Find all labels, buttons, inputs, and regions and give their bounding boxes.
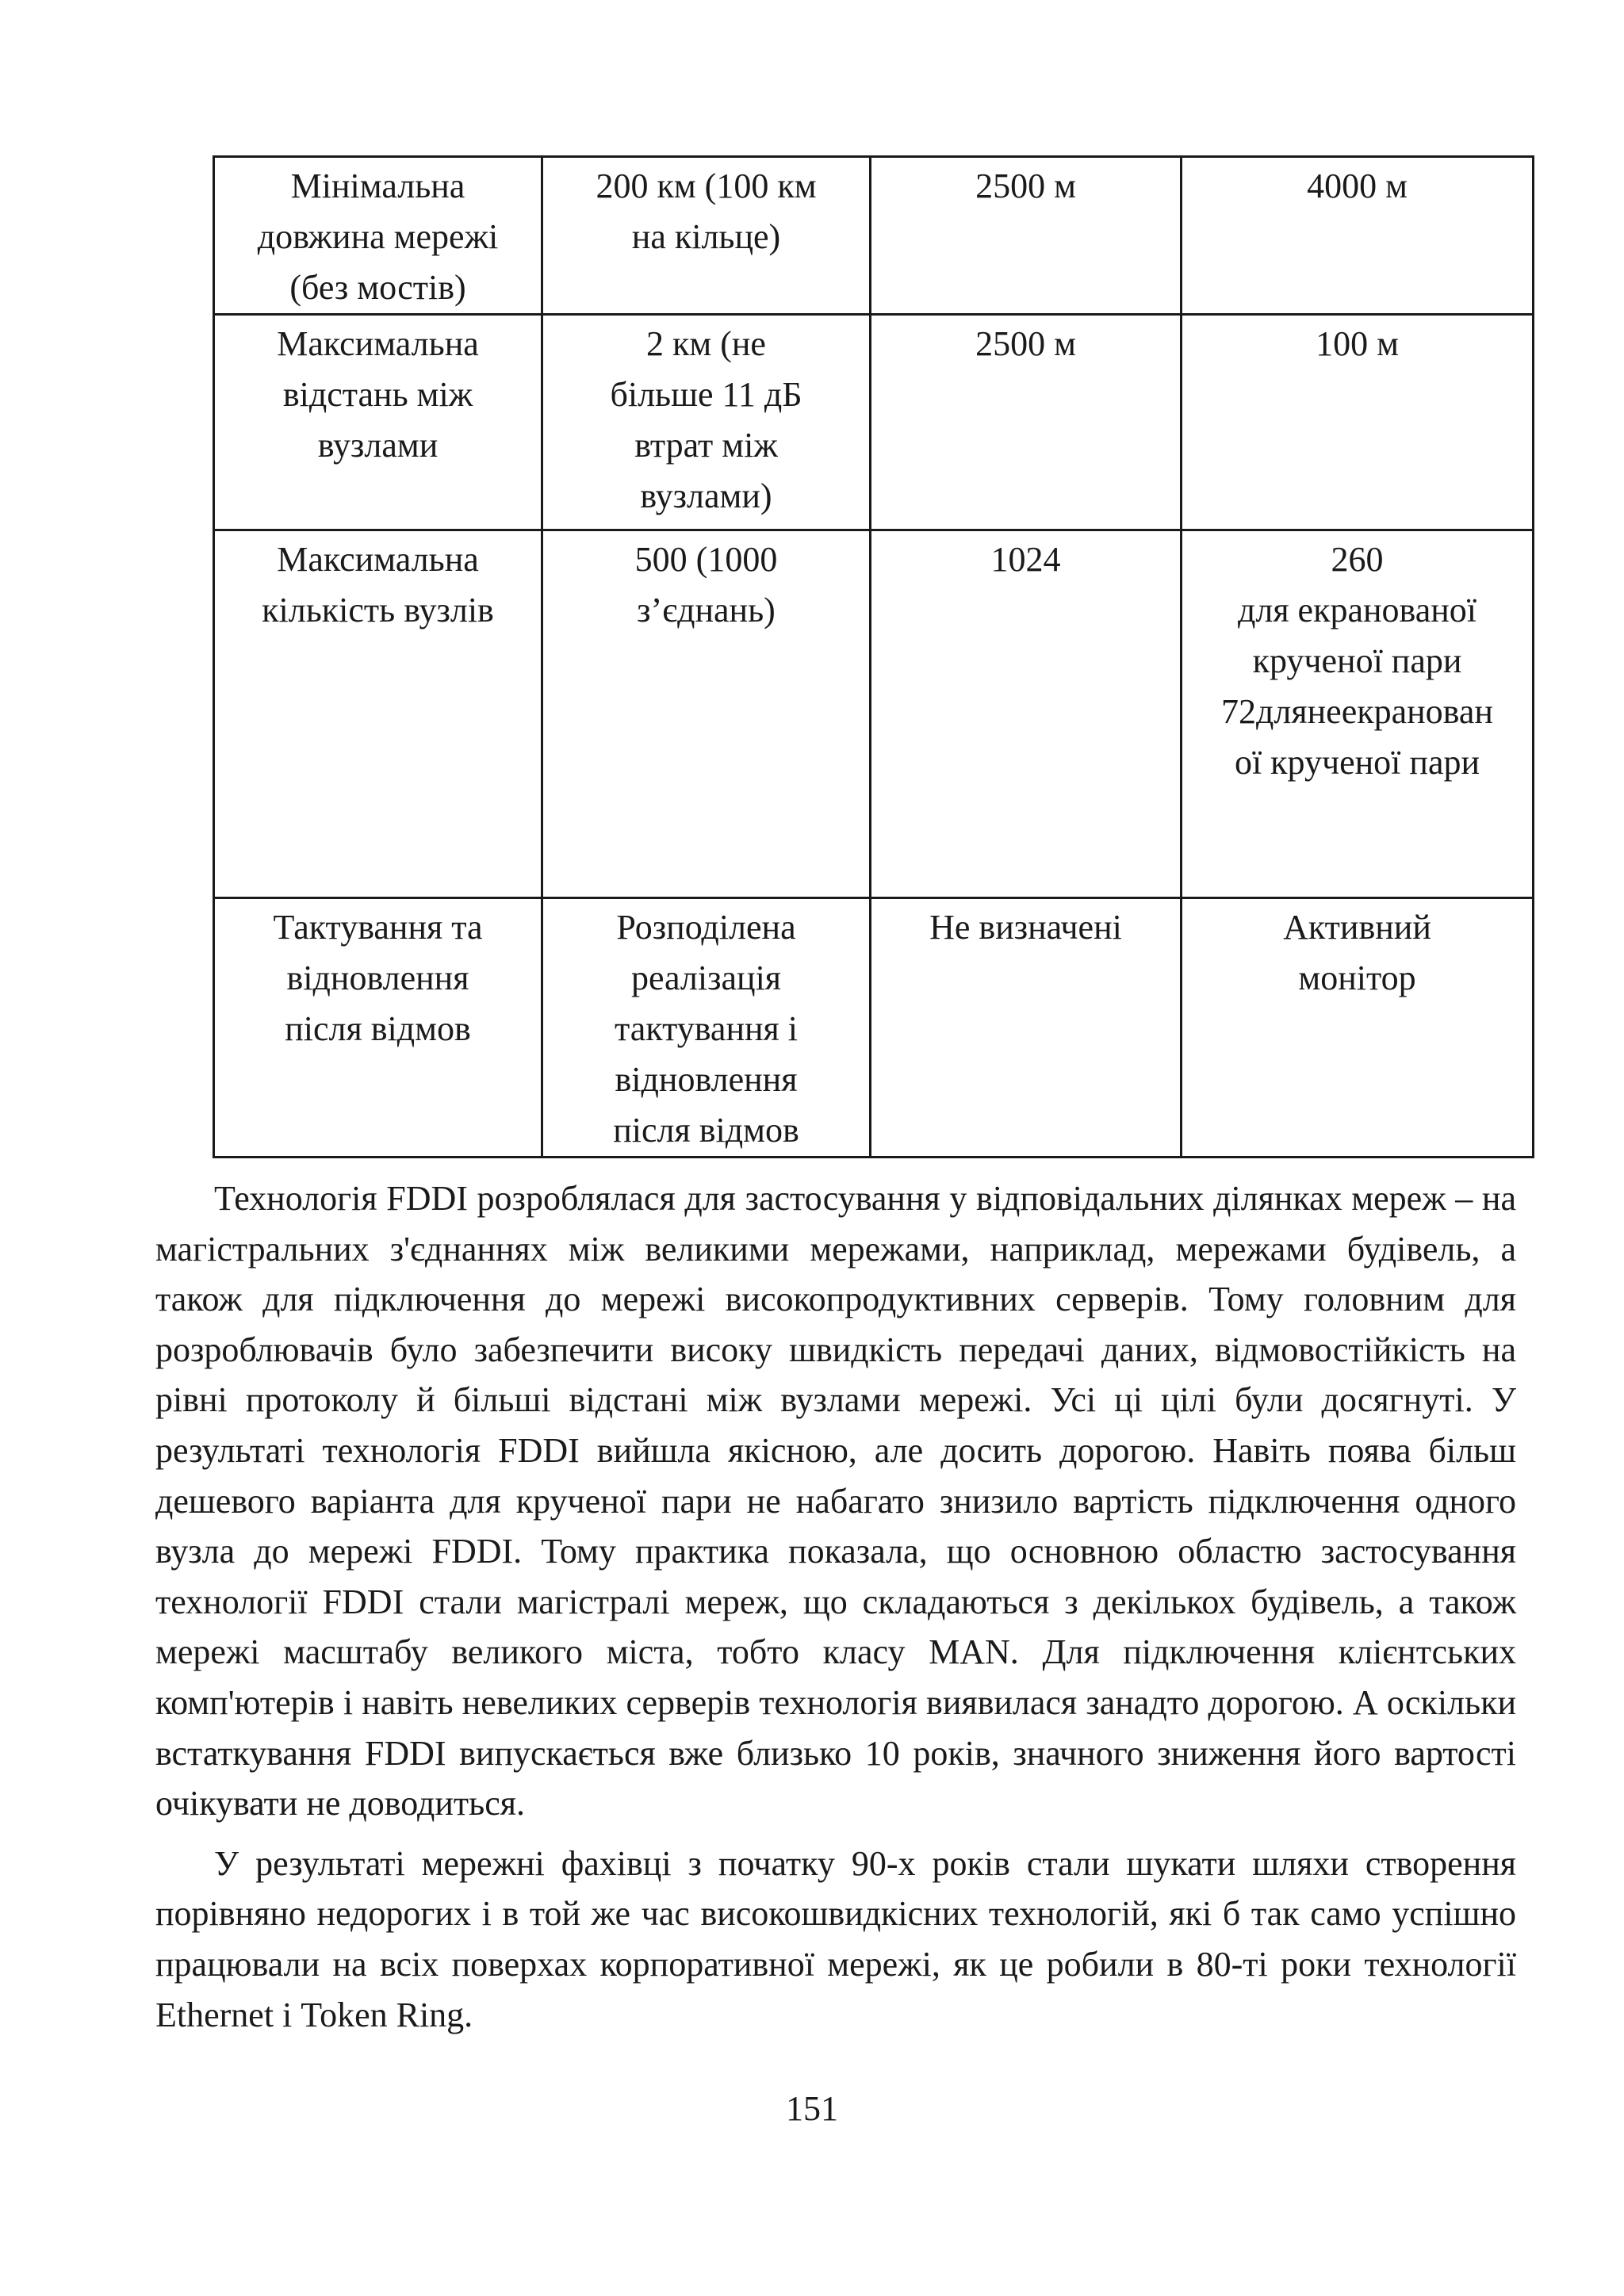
table-cell: 2500 м [871,315,1182,530]
table-row [214,157,1534,315]
table-cell: Не визначені [871,898,1182,1158]
table-cell: Максимальна відстань між вузлами [214,315,542,530]
table-cell: Максимальна кількість вузлів [214,530,542,898]
table-cell: 2500 м [871,157,1182,315]
table-cell: 200 км (100 км на кільце) [542,157,871,315]
table-row [214,530,1534,898]
page-number: 151 [786,2089,838,2128]
table-row [214,315,1534,530]
table-body [214,157,1534,1158]
table-row [214,898,1534,1158]
table-cell: Мінімальна довжина мережі (без мостів) [214,157,542,315]
body-text [155,1173,1516,2040]
table-cell: 100 м [1182,315,1534,530]
table-cell: 500 (1000 з’єднань) [542,530,871,898]
table-cell: 2 км (не більше 11 дБ втрат між вузлами) [542,315,871,530]
table-cell: Розподілена реалізація тактування і відновлення після відмов [542,898,871,1158]
paragraph: У результаті мережні фахівці з початку 90-х років стали шукати шляхи створення порівняно недорогих і в той же час високошвидкісних технологій, які б так само успішно працювали на всіх поверхах корпоративної мережі, як це робили в 80-ті роки технології Ethernet і Token Ring. [155,1843,1516,2034]
comparison-table [213,155,1534,1158]
table-cell: 260 для екранованої крученої пари 72длянеекранован ої крученої пари [1182,530,1534,898]
table-cell: Активний монітор [1182,898,1534,1158]
table-cell: Тактування та відновлення після відмов [214,898,542,1158]
table-cell: 4000 м [1182,157,1534,315]
table-cell: 1024 [871,530,1182,898]
paragraph: Технологія FDDI розроблялася для застосування у відповідальних ділянках мереж – на магістральних з'єднаннях між великими мережами, наприклад, мережами будівель, а також для підключення до мережі високопродуктивних серверів. Тому головним для розроблювачів було забезпечити високу швидкість передачі даних, відмовостійкість на рівні протоколу й більші відстані між вузлами мережі. Усі ці цілі були досягнуті. У результаті технологія FDDI вийшла якісною, але досить дорогою. Навіть поява більш дешевого варіанта для крученої пари не набагато знизило вартість підключення одного вузла до мережі FDDI. Тому практика показала, що основною областю застосування технології FDDI стали магістралі мереж, що складаються з декількох будівель, а також мережі масштабу великого міста, тобто класу MAN. Для підключення клієнтських комп'ютерів і навіть невеликих серверів технологія виявилася занадто дорогою. А оскільки встаткування FDDI випускається вже близько 10 років, значного зниження його вартості очікувати не доводиться. [155,1179,1516,1823]
